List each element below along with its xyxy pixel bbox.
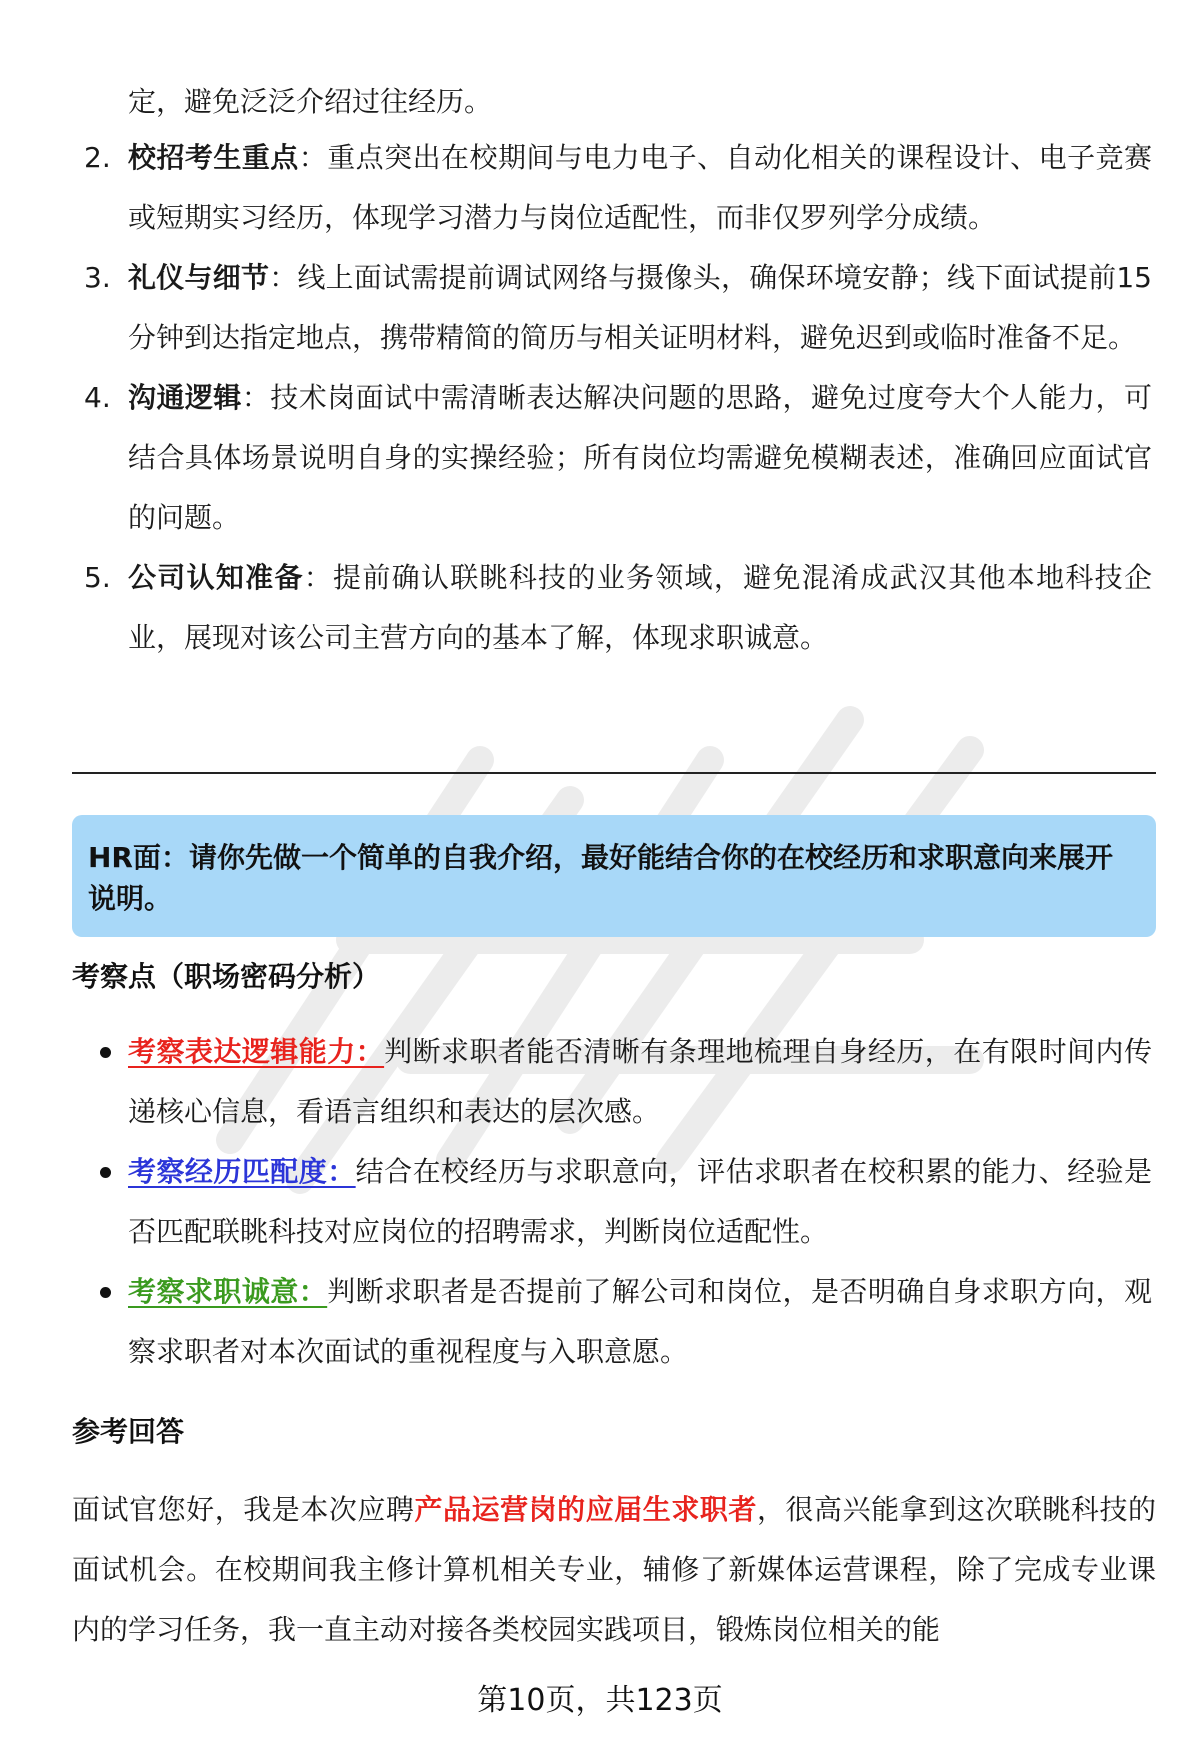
assessment-point-label: 考察表达逻辑能力： — [128, 1035, 385, 1068]
tip-item — [72, 368, 1152, 548]
reference-answer-text — [72, 1480, 1156, 1660]
answer-highlight: 产品运营岗的应届生求职者 — [414, 1493, 757, 1526]
tip-title: 沟通逻辑 — [128, 381, 242, 414]
assessment-point — [72, 1022, 1152, 1142]
tip-text: ：提前确认联眺科技的业务领域，避免混淆成武汉其他本地科技企业，展现对该公司主营方向的基本了解，体现求职诚意。 — [128, 561, 1152, 654]
assessment-heading: 考察点（职场密码分析） — [72, 960, 381, 993]
tip-number: 4. — [84, 381, 111, 414]
question-text: HR面：请你先做一个简单的自我介绍，最好能结合你的在校经历和求职意向来展开说明。 — [88, 841, 1113, 915]
tip-item — [72, 128, 1152, 248]
tip-title: 公司认知准备 — [128, 561, 304, 594]
tip-number: 5. — [84, 561, 111, 594]
bullet-icon — [100, 1167, 111, 1178]
page-number: 第10页，共123页 — [477, 1683, 723, 1718]
reference-answer-heading: 参考回答 — [72, 1415, 185, 1448]
assessment-point-label: 考察经历匹配度： — [128, 1155, 356, 1188]
tip-number: 3. — [84, 261, 111, 294]
assessment-point-text: 结合在校经历与求职意向，评估求职者在校积累的能力、经验是否匹配联眺科技对应岗位的招聘需求，判断岗位适配性。 — [128, 1155, 1152, 1248]
tip-item — [72, 548, 1152, 668]
assessment-point-text: 判断求职者能否清晰有条理地梳理自身经历，在有限时间内传递核心信息，看语言组织和表达的层次感。 — [128, 1035, 1152, 1128]
assessment-point-label: 考察求职诚意： — [128, 1275, 328, 1308]
tip-title: 礼仪与细节 — [128, 261, 270, 294]
continuation-text: 定，避免泛泛介绍过往经历。 — [128, 85, 493, 118]
question-box — [72, 815, 1156, 937]
bullet-icon — [100, 1287, 111, 1298]
tips-list — [72, 128, 1152, 668]
tip-number: 2. — [84, 141, 111, 174]
answer-intro: 面试官您好，我是本次应聘 — [72, 1493, 415, 1526]
bullet-icon — [100, 1047, 111, 1058]
assessment-point-text: 判断求职者是否提前了解公司和岗位，是否明确自身求职方向，观察求职者对本次面试的重视程度与入职意愿。 — [128, 1275, 1152, 1368]
tip-item — [72, 248, 1152, 368]
assessment-points-list — [72, 1022, 1152, 1382]
tip-text: ：线上面试需提前调试网络与摄像头，确保环境安静；线下面试提前15分钟到达指定地点，携带精简的简历与相关证明材料，避免迟到或临时准备不足。 — [128, 261, 1152, 354]
section-divider — [72, 772, 1156, 774]
answer-body: ，很高兴能拿到这次联眺科技的面试机会。在校期间我主修计算机相关专业，辅修了新媒体运营课程，除了完成专业课内的学习任务，我一直主动对接各类校园实践项目，锻炼岗位相关的能 — [72, 1493, 1156, 1646]
assessment-point — [72, 1262, 1152, 1382]
tip-text: ：重点突出在校期间与电力电子、自动化相关的课程设计、电子竞赛或短期实习经历，体现学习潜力与岗位适配性，而非仅罗列学分成绩。 — [128, 141, 1152, 234]
tip-text: ：技术岗面试中需清晰表达解决问题的思路，避免过度夸大个人能力，可结合具体场景说明自身的实操经验；所有岗位均需避免模糊表述，准确回应面试官的问题。 — [128, 381, 1152, 534]
assessment-point — [72, 1142, 1152, 1262]
tip-title: 校招考生重点 — [128, 141, 299, 174]
